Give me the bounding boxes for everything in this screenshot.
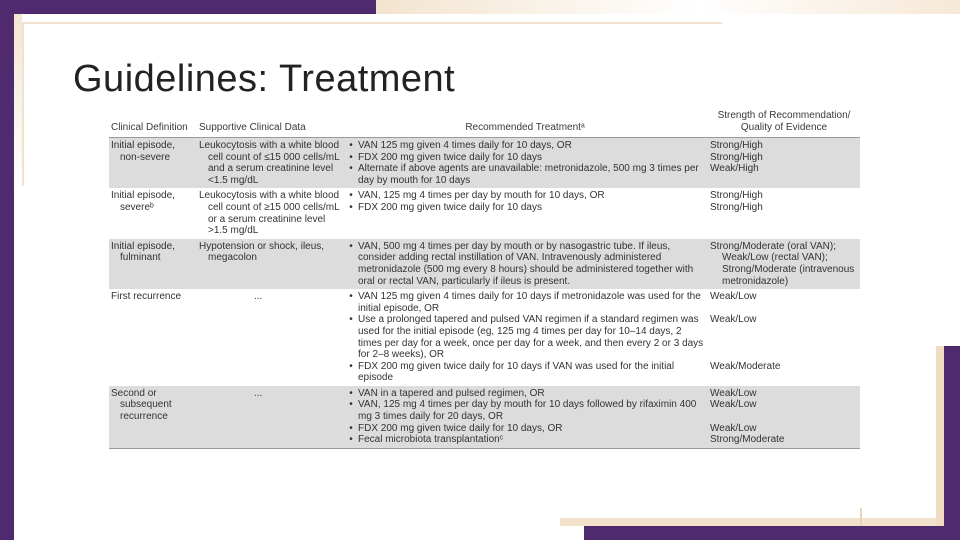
strength-text: Weak/Low (710, 399, 757, 411)
table-row (109, 386, 860, 448)
treatment-item (344, 314, 706, 360)
treatment-cell (342, 289, 708, 386)
header-strength (708, 108, 860, 138)
strength-group (710, 388, 858, 400)
bullet-icon: • (349, 291, 353, 303)
strength-group (710, 152, 858, 164)
treatment-text: Fecal microbiota transplantationᶜ (358, 434, 504, 446)
treatment-text: FDX 200 mg given twice daily for 10 days if VAN was used for the initial episode (358, 360, 675, 384)
strength-cell (708, 239, 860, 289)
treatment-text: VAN in a tapered and pulsed regimen, OR (358, 387, 545, 399)
right-secondary-bar (936, 346, 944, 540)
strength-group (710, 163, 858, 175)
strength-cell (708, 386, 860, 448)
treatment-item (344, 291, 706, 314)
clinical-definition-text: Initial episode, non-severe (111, 140, 175, 163)
table-row (109, 138, 860, 189)
strength-group (710, 361, 858, 373)
treatment-text: VAN, 500 mg 4 times per day by mouth or by nasogastric tube. If ileus, consider adding rectal instillation of VAN. Intravenously administered metronidazole (500 mg every 8 hours) should be administered together with oral or rectal VAN, particularly if ileus is present. (358, 240, 694, 287)
strength-group (710, 241, 858, 287)
right-accent-bar (944, 346, 960, 540)
strength-text: Strong/High (710, 190, 763, 202)
strength-group (710, 399, 858, 411)
treatment-cell (342, 188, 708, 238)
strength-group (710, 202, 858, 214)
strength-group (710, 423, 858, 435)
strength-text: Strong/Moderate (710, 434, 785, 446)
treatment-item (344, 423, 706, 435)
treatment-cell (342, 386, 708, 448)
treatment-item (344, 388, 706, 400)
treatment-cell (342, 138, 708, 189)
strength-text: Weak/High (710, 163, 759, 175)
strength-text: Weak/Low (710, 387, 757, 399)
header-strength-line1: Strength of Recommendation/ (717, 110, 851, 121)
strength-group (710, 434, 858, 446)
supportive-data-text: Leukocytosis with a white blood cell count of ≥15 000 cells/mL or a serum creatinine level >1.5 mg/dL (199, 190, 340, 237)
strength-text: Strong/Moderate (oral VAN); (710, 240, 836, 252)
strength-group (710, 190, 858, 202)
treatment-text: Use a prolonged tapered and pulsed VAN regimen if a standard regimen was used for the initial episode (eg, 125 mg 4 times per day for 10–14 days, 2 times per day for a week, once per day for a week, and then every 2 or 3 days for 2–8 weeks), OR (358, 314, 704, 361)
header-recommended-treatment: Recommended Treatmentᵃ (342, 108, 708, 138)
clinical-definition-cell (109, 386, 197, 448)
supportive-data-cell (197, 386, 342, 448)
supportive-data-cell (197, 138, 342, 189)
bullet-icon: • (349, 240, 353, 252)
treatment-text: FDX 200 mg given twice daily for 10 days (358, 151, 542, 163)
bottom-accent-bar (584, 526, 960, 540)
strength-text: Weak/Moderate (710, 360, 781, 372)
treatment-item (344, 241, 706, 287)
supportive-data-cell (197, 188, 342, 238)
frame-line-left (22, 22, 24, 186)
treatment-item (344, 140, 706, 152)
frame-line-top (22, 22, 722, 24)
table-row (109, 188, 860, 238)
top-accent-bar (0, 0, 376, 14)
guidelines-table (109, 108, 860, 449)
treatment-item (344, 361, 706, 384)
strength-text: Weak/Low (rectal VAN); (722, 252, 828, 264)
strength-group (710, 291, 858, 303)
treatment-text: FDX 200 mg given twice daily for 10 days, OR (358, 422, 563, 434)
supportive-data-text: Hypotension or shock, ileus, megacolon (199, 240, 325, 264)
bullet-icon: • (349, 387, 353, 399)
treatment-text: VAN, 125 mg 4 times per day by mouth for 10 days, OR (358, 190, 605, 202)
clinical-definition-text: Initial episode, fulminant (111, 240, 175, 264)
treatment-text: VAN 125 mg given 4 times daily for 10 days if metronidazole was used for the initial episode, OR (358, 291, 701, 314)
treatment-text: VAN, 125 mg 4 times per day by mouth for 10 days followed by rifaximin 400 mg 3 times daily for 20 days, OR (358, 399, 697, 423)
table-body (109, 138, 860, 449)
strength-cell (708, 289, 860, 386)
header-supportive-data: Supportive Clinical Data (197, 108, 342, 138)
table-row (109, 289, 860, 386)
strength-text: Strong/Moderate (intravenous metronidazole) (722, 263, 855, 287)
left-accent-bar (0, 0, 14, 540)
supportive-data-text: Leukocytosis with a white blood cell count of ≤15 000 cells/mL and a serum creatinine level <1.5 mg/dL (199, 140, 340, 186)
table-row (109, 239, 860, 289)
supportive-data-cell (197, 289, 342, 386)
bullet-icon: • (349, 201, 353, 213)
treatment-cell (342, 239, 708, 289)
clinical-definition-text: Initial episode, severeᵇ (111, 190, 175, 213)
treatment-item (344, 202, 706, 214)
frame-line-bottom (860, 508, 862, 526)
clinical-definition-cell (109, 138, 197, 189)
header-clinical-definition: Clinical Definition (109, 108, 197, 138)
supportive-data-cell (197, 239, 342, 289)
treatment-text: FDX 200 mg given twice daily for 10 days (358, 201, 542, 213)
clinical-definition-text: First recurrence (111, 291, 182, 303)
bullet-icon: • (349, 151, 353, 163)
strength-text: Weak/Low (710, 314, 757, 326)
clinical-definition-cell (109, 188, 197, 238)
clinical-definition-cell (109, 289, 197, 386)
treatment-item (344, 152, 706, 164)
bullet-icon: • (349, 434, 353, 446)
treatment-item (344, 190, 706, 202)
strength-text: Weak/Low (710, 291, 757, 303)
treatment-item (344, 399, 706, 422)
bullet-icon: • (349, 163, 353, 175)
table-header-row (109, 108, 860, 138)
strength-cell (708, 188, 860, 238)
bullet-icon: • (349, 399, 353, 411)
strength-text: Strong/High (710, 140, 763, 151)
strength-text: Strong/High (710, 151, 763, 163)
header-strength-line2: Quality of Evidence (740, 122, 828, 133)
supportive-data-text: ... (254, 291, 263, 303)
clinical-definition-cell (109, 239, 197, 289)
slide-title: Guidelines: Treatment (73, 58, 456, 100)
top-gradient-bar (376, 0, 960, 14)
strength-group (710, 314, 858, 326)
bullet-icon: • (349, 190, 353, 202)
bullet-icon: • (349, 360, 353, 372)
strength-cell (708, 138, 860, 189)
bullet-icon: • (349, 140, 353, 151)
bullet-icon: • (349, 314, 353, 326)
strength-text: Strong/High (710, 201, 763, 213)
left-secondary-bar (14, 14, 22, 190)
treatment-item (344, 163, 706, 186)
treatment-text: VAN 125 mg given 4 times daily for 10 days, OR (358, 140, 572, 151)
supportive-data-text: ... (254, 387, 263, 399)
strength-group (710, 140, 858, 152)
treatment-text: Alternate if above agents are unavailable: metronidazole, 500 mg 3 times per day by mouth for 10 days (358, 163, 699, 186)
strength-text: Weak/Low (710, 422, 757, 434)
bullet-icon: • (349, 422, 353, 434)
guidelines-table-image (109, 108, 860, 449)
treatment-item (344, 434, 706, 446)
clinical-definition-text: Second or subsequent recurrence (111, 387, 172, 423)
bottom-secondary-bar (560, 518, 936, 526)
